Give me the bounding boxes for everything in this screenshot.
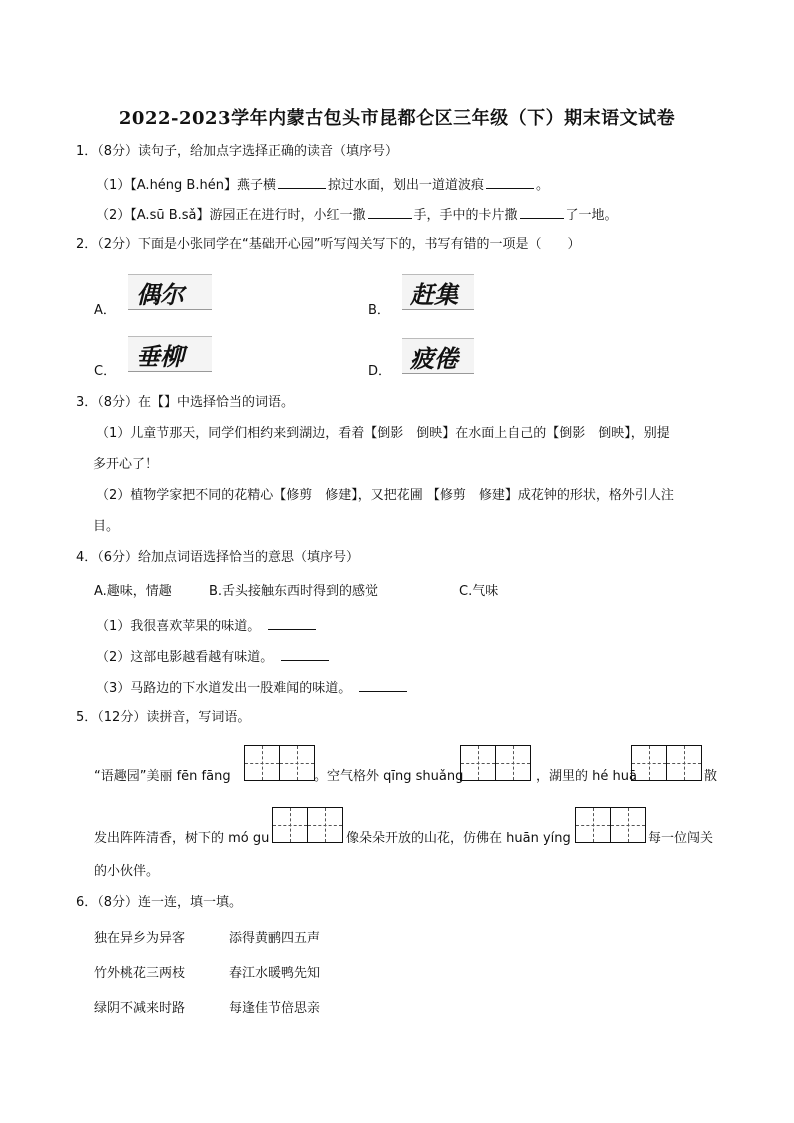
q6-stem: 6．（8分）连一连，填一填。 [76,895,243,910]
q1-sentence-1 [96,175,549,195]
q3-stem: 3．（8分）在【】中选择恰当的词语。 [76,395,295,410]
q5-line1-text-c: ，湖里的 hé huā [536,769,637,784]
q4-option-a: A.趣味，情趣 [94,584,172,599]
q2-option-a-handwriting: 偶尔 [128,274,212,310]
q5-line1-text-b: 。空气格外 qīng shuǎng [314,769,464,784]
q6-right-line-2[interactable]: 春江水暖鸭先知 [229,966,321,981]
tianzige-box-huanying[interactable] [575,807,646,843]
q3-s1-line1: （1）儿童节那天，同学们相约来到湖边，看着【倒影 倒映】在水面上自己的【倒影 倒映】，别提 [96,426,670,441]
page-title: 2022-2023学年内蒙古包头市昆都仑区三年级（下）期末语文试卷 [118,108,676,129]
q1-s2-part-c: 了一地。 [565,208,618,223]
answer-blank[interactable] [368,205,412,219]
tianzige-box-fenfang[interactable] [244,745,315,781]
tianzige-box-mogu[interactable] [272,807,343,843]
q1-stem: 1．（8分）读句子，给加点字选择正确的读音（填序号） [76,144,399,159]
q2-option-a-label: A． [94,303,116,318]
answer-blank[interactable] [281,647,329,661]
q5-stem: 5．（12分）读拼音，写词语。 [76,710,251,725]
answer-blank[interactable] [359,678,407,692]
answer-blank[interactable] [278,175,326,189]
q2-option-b-label: B． [368,303,390,318]
q6-right-line-3[interactable]: 每逢佳节倍思亲 [229,1001,321,1016]
answer-blank[interactable] [520,205,564,219]
q1-s1-part-b: 掠过水面，划出一道道波痕 [327,178,484,193]
q1-s2-part-b: 手，手中的卡片撒 [413,208,518,223]
q3-s2-line2: 目。 [93,519,120,534]
q6-left-line-1[interactable]: 独在异乡为异客 [94,931,186,946]
q5-line1-text-a: “语趣园”美丽 fēn fāng [94,769,231,784]
q5-line2-text-b: 像朵朵开放的山花，仿佛在 huān yíng [346,831,571,846]
q2-stem: 2．（2分）下面是小张同学在“基础开心园”听写闯关写下的，书写有错的一项是（ ） [76,237,581,252]
q1-s1-part-a: （1）【A.héng B.hén】燕子横 [96,178,276,193]
q2-option-c-label: C． [94,364,117,379]
q6-left-line-2[interactable]: 竹外桃花三两枝 [94,966,186,981]
q5-line2-text-a: 发出阵阵清香，树下的 mó gu [94,831,270,846]
q1-s1-part-c: 。 [535,178,549,193]
q2-option-d-handwriting: 疲倦 [402,338,474,374]
tianzige-box-qingshuang[interactable] [460,745,531,781]
q5-line3-text: 的小伙伴。 [94,864,160,879]
q3-s1-line2: 多开心了！ [93,457,159,472]
q6-right-line-1[interactable]: 添得黄鹂四五声 [229,931,321,946]
tianzige-box-hehua[interactable] [631,745,702,781]
q4-s2-text: （2）这部电影越看越有味道。 [96,650,274,665]
q1-s2-part-a: （2）【A.sū B.sǎ】游园正在进行时，小红一撒 [96,208,366,223]
q2-option-c-handwriting: 垂柳 [128,336,212,372]
q2-option-b-handwriting: 赶集 [402,274,474,310]
q4-s1-text: （1）我很喜欢苹果的味道。 [96,619,261,634]
q4-sentence-2 [96,647,331,667]
answer-blank[interactable] [268,616,316,630]
q4-sentence-3 [96,678,409,698]
q4-option-c: C.气味 [459,584,499,599]
q5-line2-text-c: 每一位闯关 [648,831,714,846]
q2-option-d-label: D． [368,364,392,379]
q4-stem: 4．（6分）给加点词语选择恰当的意思（填序号） [76,550,360,565]
q3-s2-line1: （2）植物学家把不同的花精心【修剪 修建】，又把花圃 【修剪 修建】成花钟的形状，格外引人注 [96,488,674,503]
q4-option-b: B.舌头接触东西时得到的感觉 [209,584,379,599]
q4-sentence-1 [96,616,318,636]
answer-blank[interactable] [486,175,534,189]
q4-s3-text: （3）马路边的下水道发出一股难闻的味道。 [96,681,352,696]
q6-left-line-3[interactable]: 绿阴不减来时路 [94,1001,186,1016]
q5-line1-text-d: 散 [704,769,718,784]
q1-sentence-2 [96,205,618,225]
